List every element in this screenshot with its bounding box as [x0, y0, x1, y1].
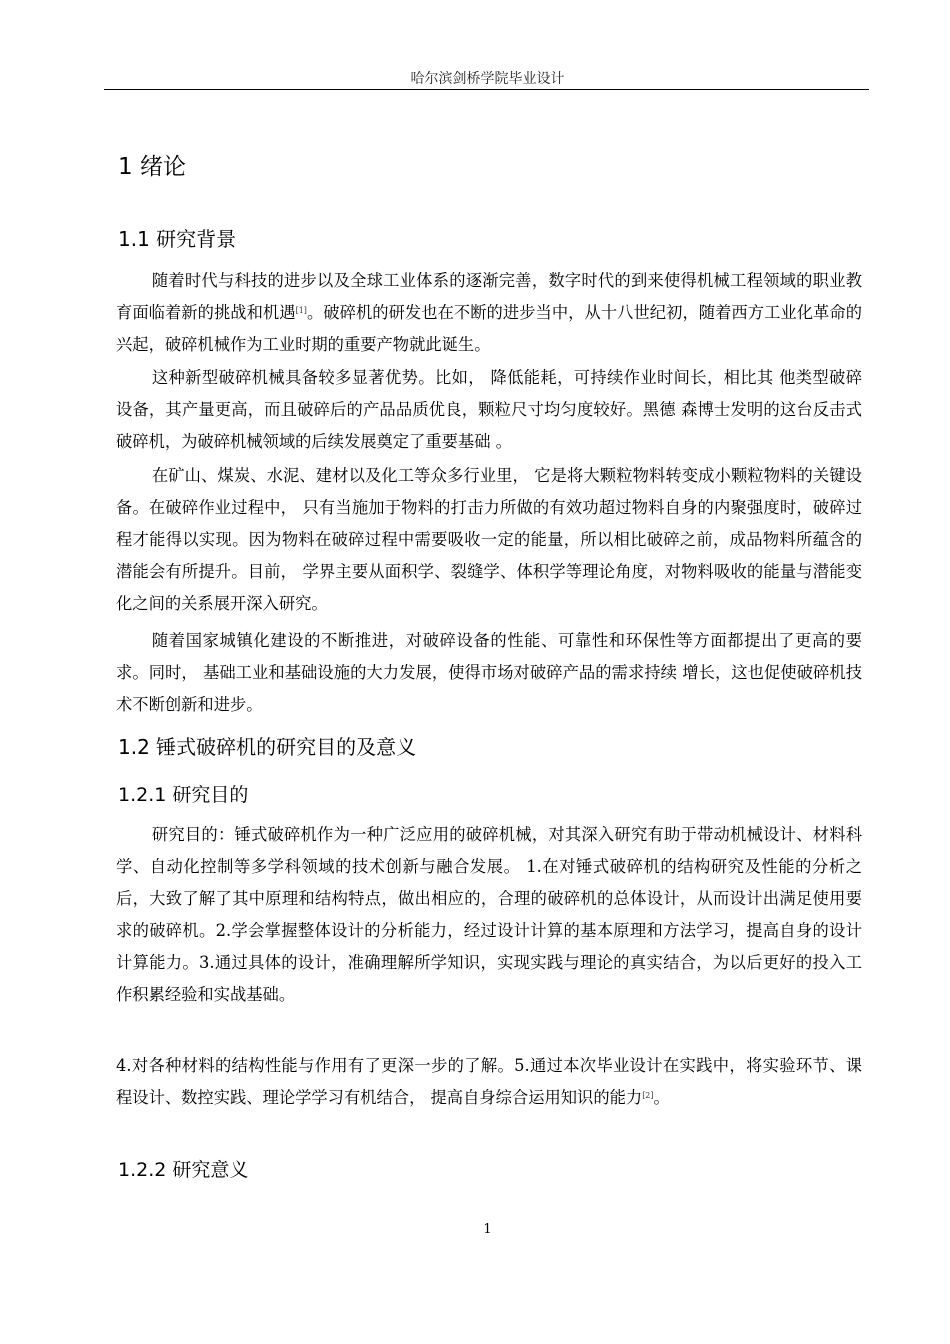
paragraph-text: 随着时代与科技的进步以及全球工业体系的逐渐完善，数字时代的到来使得机械工程领域的职业教育面临着新的挑战和机遇	[116, 271, 862, 322]
paragraph-1-2-1-1: 研究目的：锤式破碎机作为一种广泛应用的破碎机械，对其深入研究有助于带动机械设计、材料科学、自动化控制等多学科领域的技术创新与融合发展。 1.在对锤式破碎机的结构研究及性能的分析之后，大致了解了其中原理和结构特点，做出相应的，合理的破碎机的总体设计，从而设计出满足使用要求的破碎机。2.学会掌握整体设计的分析能力，经过设计计算的基本原理和方法学习，提高自身的设计计算能力。3.通过具体的设计，准确理解所学知识，实现实践与理论的真实结合，为以后更好的投入工作积累经验和实战基础。	[116, 825, 862, 1004]
paragraph-1-1-4: 随着国家城镇化建设的不断推进，对破碎设备的性能、可靠性和环保性等方面都提出了更高的要求。同时， 基础工业和基础设施的大力发展，使得市场对破碎产品的需求持续 增长，这也促使破碎机技术不断创新和进步。	[116, 631, 862, 714]
citation-ref: [1]	[295, 306, 307, 315]
paragraph-1-2-1-2	[116, 1050, 862, 1114]
paragraph-1-1-1	[116, 265, 862, 361]
citation-ref: [2]	[642, 1091, 654, 1100]
subsection-title-1-2-1: 1.2.1 研究目的	[118, 784, 249, 806]
paragraph-text: 。破碎机的研发也在不断的进步当中，从十八世纪初，随着西方工业化革命的兴起，破碎机械作为工业时期的重要产物就此诞生。	[116, 303, 862, 354]
paragraph-1-1-3: 在矿山、煤炭、水泥、建材以及化工等众多行业里， 它是将大颗粒物料转变成小颗粒物料的关键设备。在破碎作业过程中， 只有当施加于物料的打击力所做的有效功超过物料自身的内聚强度时，破碎过程才能得以实现。因为物料在破碎过程中需要吸收一定的能量，所以相比破碎之前，成品物料所蕴含的潜能会有所提升。目前， 学界主要从面积学、裂缝学、体积学等理论角度，对物料吸收的能量与潜能变化之间的关系展开深入研究。	[116, 466, 862, 613]
paragraph-text: 4.对各种材料的结构性能与作用有了更深一步的了解。5.通过本次毕业设计在实践中，将实验环节、课程设计、数控实践、理论学学习有机结合， 提高自身综合运用知识的能力	[116, 1056, 862, 1107]
page-header-title: 哈尔滨剑桥学院毕业设计	[410, 71, 565, 87]
section-title-1-2: 1.2 锤式破碎机的研究目的及意义	[118, 735, 417, 759]
chapter-title: 1 绪论	[118, 154, 186, 180]
page-number: 1	[483, 1222, 492, 1237]
paragraph-1-1-2: 这种新型破碎机械具备较多显著优势。比如， 降低能耗，可持续作业时间长，相比其 他类型破碎设备，其产量更高，而且破碎后的产品品质优良，颗粒尺寸均匀度较好。黑德 森博士发明的这台反击式破碎机，为破碎机械领域的后续发展奠定了重要基础 。	[116, 368, 862, 451]
header-divider	[104, 89, 869, 90]
section-title-1-1: 1.1 研究背景	[118, 227, 237, 251]
paragraph-text: 。	[653, 1088, 670, 1107]
subsection-title-1-2-2: 1.2.2 研究意义	[118, 1159, 249, 1181]
